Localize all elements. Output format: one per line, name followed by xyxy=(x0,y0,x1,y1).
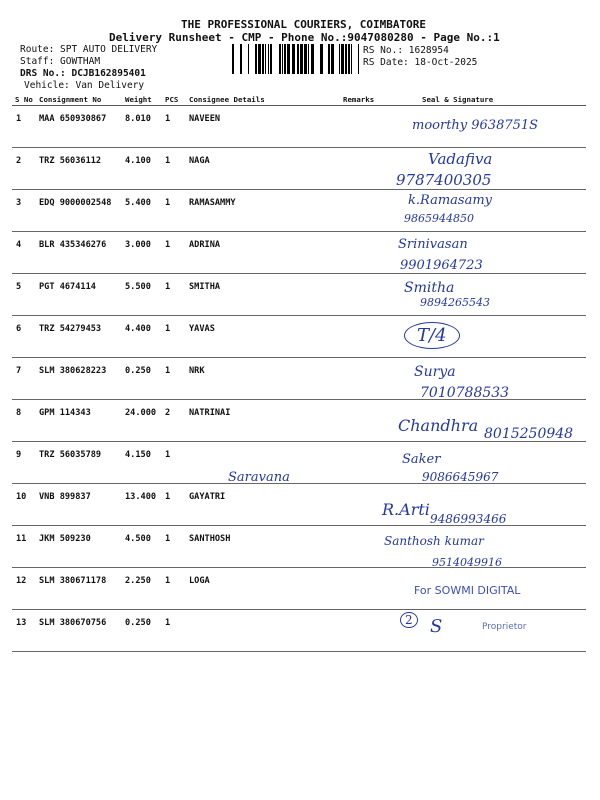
signature-2-phone: 9787400305 xyxy=(396,171,492,189)
row-consignee: GAYATRI xyxy=(186,484,340,526)
vehicle-text: Vehicle: Van Delivery xyxy=(24,80,145,91)
row-weight: 0.250 xyxy=(122,610,162,652)
row-sno: 3 xyxy=(12,190,36,232)
signature-9: Saker xyxy=(402,452,441,467)
row-remarks xyxy=(340,106,376,148)
row-consignment: EDQ 9000002548 xyxy=(36,190,122,232)
row-consignment: TRZ 54279453 xyxy=(36,316,122,358)
row-sno: 1 xyxy=(12,106,36,148)
row-sno: 6 xyxy=(12,316,36,358)
row-pcs: 1 xyxy=(162,274,186,316)
row-remarks xyxy=(340,358,376,400)
row-consignment: TRZ 56036112 xyxy=(36,148,122,190)
row-consignment: JKM 509230 xyxy=(36,526,122,568)
table-row xyxy=(12,232,586,274)
row-consignment: BLR 435346276 xyxy=(36,232,122,274)
rs-no-text: RS No.: 1628954 xyxy=(363,45,449,56)
row-remarks xyxy=(340,568,376,610)
stamp-proprietor: Proprietor xyxy=(482,622,527,632)
row-sno: 7 xyxy=(12,358,36,400)
col-pcs: PCS xyxy=(162,93,186,106)
row-consignee: SANTHOSH xyxy=(186,526,340,568)
row-sno: 10 xyxy=(12,484,36,526)
row-consignee: YAVAS xyxy=(186,316,340,358)
stamp-signature-icon: S xyxy=(430,616,443,637)
row-pcs: 1 xyxy=(162,190,186,232)
row-consignee xyxy=(186,610,340,652)
signature-8: Chandhra xyxy=(398,416,479,435)
signature-9-phone: 9086645967 xyxy=(422,470,499,484)
signature-10-phone: 9486993466 xyxy=(430,512,507,526)
row-consignee: LOGA xyxy=(186,568,340,610)
row-sno: 11 xyxy=(12,526,36,568)
row-pcs: 1 xyxy=(162,106,186,148)
row-pcs: 1 xyxy=(162,442,186,484)
signature-8-phone: 8015250948 xyxy=(484,426,574,442)
row-consignee: NAVEEN xyxy=(186,106,340,148)
signature-10: R.Arti xyxy=(382,500,430,519)
row-weight: 24.000 xyxy=(122,400,162,442)
row-consignee: NATRINAI xyxy=(186,400,340,442)
signature-4: Srinivasan xyxy=(398,237,468,252)
row-weight: 5.400 xyxy=(122,190,162,232)
row-remarks xyxy=(340,526,376,568)
company-title: THE PROFESSIONAL COURIERS, COIMBATORE xyxy=(181,18,427,31)
col-consignee: Consignee Details xyxy=(186,93,340,106)
signature-7-phone: 7010788533 xyxy=(420,385,510,401)
row-pcs: 2 xyxy=(162,400,186,442)
row-consignee: ADRINA xyxy=(186,232,340,274)
row-consignment: SLM 380671178 xyxy=(36,568,122,610)
signature-2: Vadafiva xyxy=(428,150,493,168)
row-remarks xyxy=(340,274,376,316)
row-weight: 0.250 xyxy=(122,358,162,400)
row-weight: 13.400 xyxy=(122,484,162,526)
row-consignment: GPM 114343 xyxy=(36,400,122,442)
col-weight: Weight xyxy=(122,93,162,106)
row-pcs: 1 xyxy=(162,148,186,190)
row-sno: 8 xyxy=(12,400,36,442)
handwritten-saravana: Saravana xyxy=(228,470,290,485)
row-remarks xyxy=(340,316,376,358)
row-consignee: SMITHA xyxy=(186,274,340,316)
row-remarks xyxy=(340,148,376,190)
signature-3-phone: 9865944850 xyxy=(404,212,474,225)
row-pcs: 1 xyxy=(162,568,186,610)
row-weight: 4.500 xyxy=(122,526,162,568)
drs-text: DRS No.: DCJB162895401 xyxy=(20,68,146,79)
table-row xyxy=(12,274,586,316)
row-consignee: RAMASAMMY xyxy=(186,190,340,232)
signature-5: Smitha xyxy=(404,280,455,296)
row-consignment: PGT 4674114 xyxy=(36,274,122,316)
row-consignment: SLM 380670756 xyxy=(36,610,122,652)
row-consignee: NAGA xyxy=(186,148,340,190)
row-weight: 8.010 xyxy=(122,106,162,148)
signature-3: k.Ramasamy xyxy=(408,193,493,208)
signature-11-phone: 9514049916 xyxy=(432,556,502,569)
row-weight: 3.000 xyxy=(122,232,162,274)
row-remarks xyxy=(340,400,376,442)
signature-6: T/4 xyxy=(404,322,460,349)
stamp-circle-icon: 2 xyxy=(400,612,418,628)
row-weight: 4.100 xyxy=(122,148,162,190)
row-sno: 5 xyxy=(12,274,36,316)
row-pcs: 1 xyxy=(162,484,186,526)
row-consignment: TRZ 56035789 xyxy=(36,442,122,484)
row-weight: 5.500 xyxy=(122,274,162,316)
row-consignment: SLM 380628223 xyxy=(36,358,122,400)
table-row xyxy=(12,148,586,190)
row-remarks xyxy=(340,442,376,484)
col-remarks: Remarks xyxy=(340,93,376,106)
row-consignment: MAA 650930867 xyxy=(36,106,122,148)
row-pcs: 1 xyxy=(162,610,186,652)
row-pcs: 1 xyxy=(162,316,186,358)
row-weight: 2.250 xyxy=(122,568,162,610)
row-remarks xyxy=(340,190,376,232)
barcode-icon xyxy=(232,44,360,74)
row-sno: 12 xyxy=(12,568,36,610)
col-seal: Seal & Signature xyxy=(376,93,586,106)
row-pcs: 1 xyxy=(162,232,186,274)
route-text: Route: SPT AUTO DELIVERY xyxy=(20,44,158,55)
runsheet-subtitle: Delivery Runsheet - CMP - Phone No.:9047080280 - Page No.:1 xyxy=(109,31,500,44)
row-consignee: NRK xyxy=(186,358,340,400)
row-sno: 2 xyxy=(12,148,36,190)
table-row xyxy=(12,190,586,232)
row-remarks xyxy=(340,610,376,652)
row-weight: 4.400 xyxy=(122,316,162,358)
signature-7: Surya xyxy=(414,364,456,380)
row-pcs: 1 xyxy=(162,358,186,400)
row-remarks xyxy=(340,484,376,526)
row-remarks xyxy=(340,232,376,274)
signature-11: Santhosh kumar xyxy=(384,534,484,548)
col-consignment: Consignment No xyxy=(36,93,122,106)
row-weight: 4.150 xyxy=(122,442,162,484)
signature-5-phone: 9894265543 xyxy=(420,296,490,309)
row-sno: 9 xyxy=(12,442,36,484)
stamp-text: For SOWMI DIGITAL xyxy=(414,584,521,597)
staff-text: Staff: GOWTHAM xyxy=(20,56,101,67)
table-header-row xyxy=(12,93,586,106)
row-pcs: 1 xyxy=(162,526,186,568)
signature-4-phone: 9901964723 xyxy=(400,258,483,273)
row-sno: 4 xyxy=(12,232,36,274)
rs-date-text: RS Date: 18-Oct-2025 xyxy=(363,57,478,68)
table-row xyxy=(12,442,586,484)
col-sno: S No xyxy=(12,93,36,106)
row-sno: 13 xyxy=(12,610,36,652)
table-row xyxy=(12,316,586,358)
signature-1: moorthy 9638751S xyxy=(412,118,539,133)
row-consignment: VNB 899837 xyxy=(36,484,122,526)
